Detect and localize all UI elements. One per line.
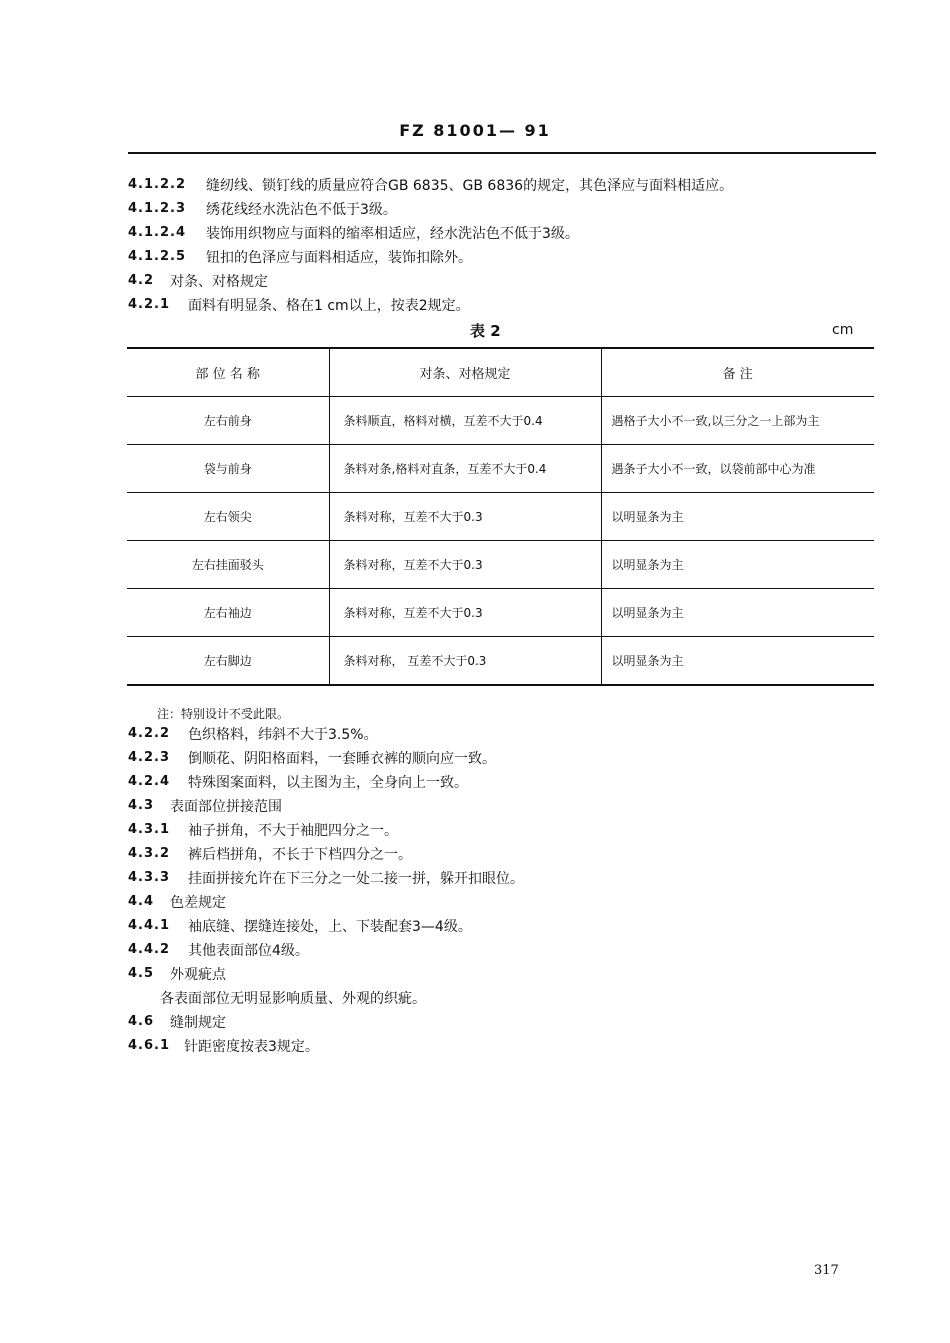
clause-number: 4.1.2.3 [128, 201, 186, 216]
table-caption: 表 2 [470, 322, 501, 340]
clause-text: 其他表面部位4级。 [188, 943, 309, 959]
table-row [127, 445, 874, 493]
clause-number: 4.2.3 [128, 750, 171, 765]
clause-number: 4.1.2.2 [128, 177, 186, 192]
clause-number: 4.4.1 [128, 918, 171, 933]
clause-text: 针距密度按表3规定。 [184, 1039, 319, 1055]
table-2 [127, 347, 874, 686]
page-number: 317 [814, 1263, 839, 1278]
clause-text: 缝制规定 [170, 1015, 226, 1031]
clause-text: 表面部位拼接范围 [170, 799, 282, 815]
clause-text: 面料有明显条、格在1 cm以上，按表2规定。 [188, 298, 470, 314]
clause-number: 4.1.2.4 [128, 225, 186, 240]
cell-remark: 以明显条为主 [601, 637, 874, 686]
clause-text: 挂面拼接允许在下三分之一处二接一拼，躲开扣眼位。 [188, 871, 524, 887]
cell-remark: 遇条子大小不一致，以袋前部中心为准 [601, 445, 874, 493]
clause-number: 4.3.3 [128, 870, 171, 885]
clause-text: 袖子拼角，不大于袖肥四分之一。 [188, 823, 398, 839]
header-part-name: 部 位 名 称 [127, 348, 329, 397]
cell-spec: 条料对称，互差不大于0.3 [329, 493, 601, 541]
cell-part: 袋与前身 [127, 445, 329, 493]
standard-code-header: FZ 81001— 91 [399, 121, 551, 140]
clause-text: 对条、对格规定 [170, 274, 268, 290]
clause-number: 4.6 [128, 1014, 155, 1029]
clause-number: 4.1.2.5 [128, 249, 186, 264]
clause-text: 绣花线经水洗沾色不低于3级。 [206, 202, 397, 218]
clause-text: 钮扣的色泽应与面料相适应，装饰扣除外。 [206, 250, 472, 266]
clause-number: 4.4 [128, 894, 155, 909]
cell-spec: 条料对称， 互差不大于0.3 [329, 637, 601, 686]
cell-part: 左右脚边 [127, 637, 329, 686]
cell-part: 左右前身 [127, 397, 329, 445]
clause-text: 袖底缝、摆缝连接处，上、下装配套3—4级。 [188, 919, 472, 935]
cell-remark: 以明显条为主 [601, 541, 874, 589]
table-row [127, 589, 874, 637]
clause-text: 各表面部位无明显影响质量、外观的织疵。 [160, 991, 426, 1007]
clause-number: 4.5 [128, 966, 155, 981]
table-header-row [127, 348, 874, 397]
clause-text: 装饰用织物应与面料的缩率相适应，经水洗沾色不低于3级。 [206, 226, 579, 242]
header-rule-spec: 对条、对格规定 [329, 348, 601, 397]
clause-text: 外观疵点 [170, 967, 226, 983]
header-rule [128, 152, 876, 154]
table-row [127, 493, 874, 541]
clause-text: 倒顺花、阴阳格面料，一套睡衣裤的顺向应一致。 [188, 751, 496, 767]
cell-part: 左右袖边 [127, 589, 329, 637]
clause-number: 4.6.1 [128, 1038, 171, 1053]
header-remarks: 备 注 [601, 348, 874, 397]
cell-part: 左右领尖 [127, 493, 329, 541]
clause-number: 4.2.2 [128, 726, 171, 741]
cell-remark: 以明显条为主 [601, 493, 874, 541]
table-unit: cm [832, 322, 854, 338]
clause-text: 色织格料，纬斜不大于3.5%。 [188, 727, 378, 743]
cell-spec: 条料对条,格料对直条，互差不大于0.4 [329, 445, 601, 493]
clause-number: 4.3 [128, 798, 155, 813]
clause-number: 4.3.1 [128, 822, 171, 837]
clause-text: 特殊图案面料，以主图为主，全身向上一致。 [188, 775, 468, 791]
cell-remark: 以明显条为主 [601, 589, 874, 637]
table-row [127, 541, 874, 589]
cell-spec: 条料对称，互差不大于0.3 [329, 541, 601, 589]
table-row [127, 397, 874, 445]
clause-number: 4.3.2 [128, 846, 171, 861]
cell-part: 左右挂面驳头 [127, 541, 329, 589]
clause-text: 缝纫线、锁钉线的质量应符合GB 6835、GB 6836的规定，其色泽应与面料相适应。 [206, 178, 734, 194]
clause-number: 4.2.4 [128, 774, 171, 789]
cell-spec: 条料对称，互差不大于0.3 [329, 589, 601, 637]
table-row [127, 637, 874, 686]
clause-text: 裤后档拼角，不长于下档四分之一。 [188, 847, 412, 863]
clause-number: 4.2 [128, 273, 155, 288]
clause-number: 4.2.1 [128, 297, 171, 312]
table-note: 注：特别设计不受此限。 [157, 707, 290, 721]
cell-remark: 遇格子大小不一致,以三分之一上部为主 [601, 397, 874, 445]
cell-spec: 条料顺直，格料对横，互差不大于0.4 [329, 397, 601, 445]
clause-text: 色差规定 [170, 895, 226, 911]
clause-number: 4.4.2 [128, 942, 171, 957]
